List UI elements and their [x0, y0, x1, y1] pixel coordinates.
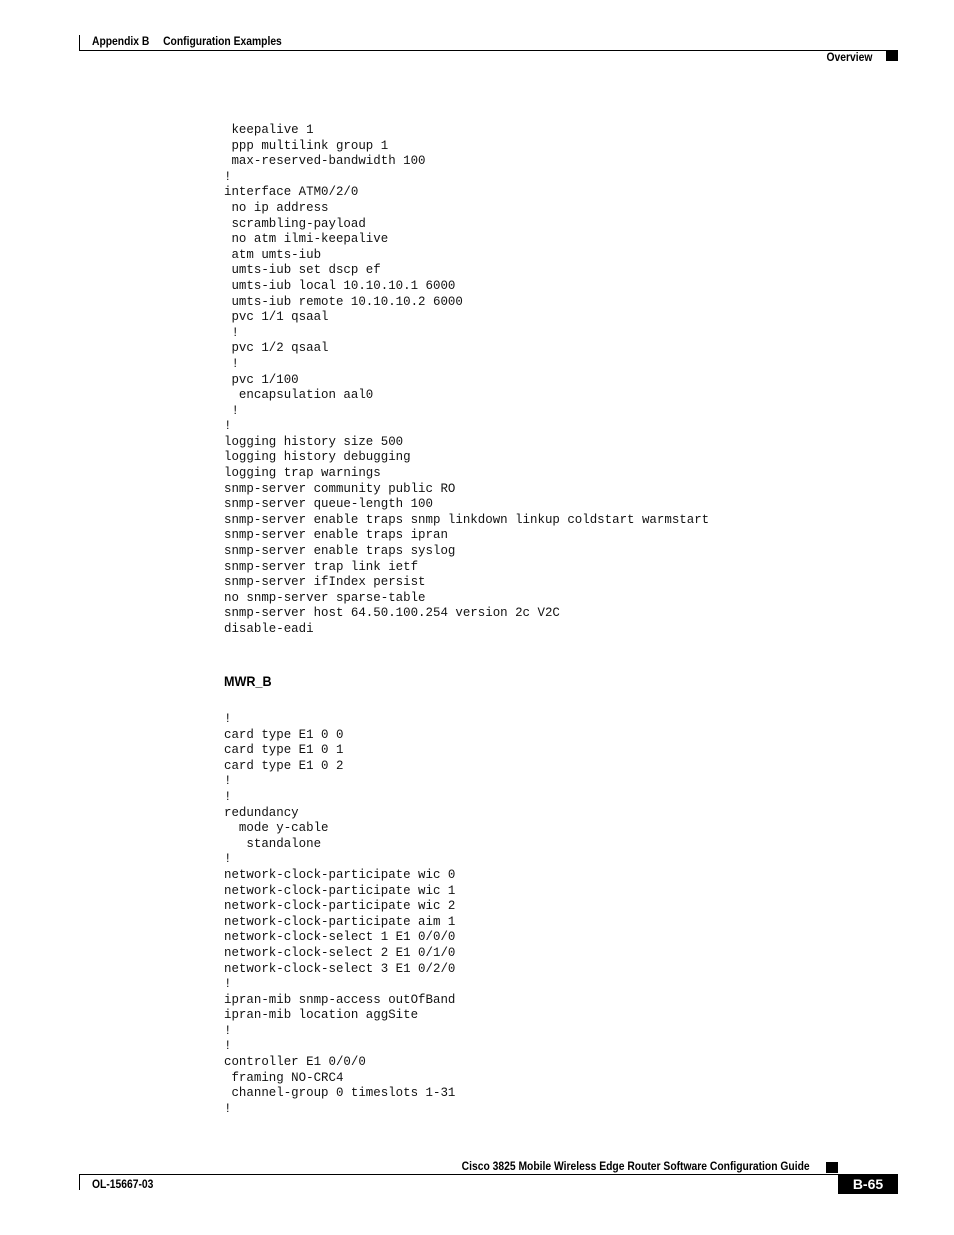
footer-marker-block: [826, 1162, 838, 1173]
header-chapter: Configuration Examples: [163, 34, 282, 48]
header-section: Overview: [826, 50, 872, 64]
config-code-block-1: keepalive 1 ppp multilink group 1 max-reserved-bandwidth 100 ! interface ATM0/2/0 no ip address scrambling-payload no atm ilmi-keepalive atm umts-iub umts-iub set dscp ef umts-iub local 10.10.10.1 6000 umts-iub remote 10.10.10.2 6000 pvc 1/1 qsaal ! pvc 1/2 qsaal ! pvc 1/100 encapsulation aal0 ! ! logging history size 500 logging history debugging logging trap warnings snmp-server community public RO snmp-server queue-length 100 snmp-server enable traps snmp linkdown linkup coldstart warmstart snmp-server enable traps ipran snmp-server enable traps syslog snmp-server trap link ietf snmp-server ifIndex persist no snmp-server sparse-table snmp-server host 64.50.100.254 version 2c V2C disable-eadi: [224, 123, 710, 636]
header-tick-mark: [79, 35, 80, 51]
footer-tick-mark: [79, 1174, 80, 1190]
footer-guide-title: Cisco 3825 Mobile Wireless Edge Router Software Configuration Guide: [462, 1159, 810, 1173]
header-appendix: Appendix B: [92, 34, 150, 48]
page-number-badge: B-65: [838, 1175, 898, 1194]
footer-doc-number: OL-15667-03: [92, 1177, 154, 1191]
config-code-block-2: ! card type E1 0 0 card type E1 0 1 card type E1 0 2 ! ! redundancy mode y-cable standalone ! network-clock-participate wic 0 network-clock-participate wic 1 network-clock-participate wic 2 network-clock-participate aim 1 network-clock-select 1 E1 0/0/0 network-clock-select 2 E1 0/1/0 network-clock-select 3 E1 0/2/0 ! ipran-mib snmp-access outOfBand ipran-mib location aggSite ! ! controller E1 0/0/0 framing NO-CRC4 channel-group 0 timeslots 1-31 !: [224, 712, 456, 1116]
header-marker-block: [886, 50, 898, 61]
footer-rule: [80, 1174, 898, 1175]
header-breadcrumb: [92, 34, 282, 48]
header-rule: [80, 50, 898, 51]
section-heading: MWR_B: [224, 673, 272, 689]
